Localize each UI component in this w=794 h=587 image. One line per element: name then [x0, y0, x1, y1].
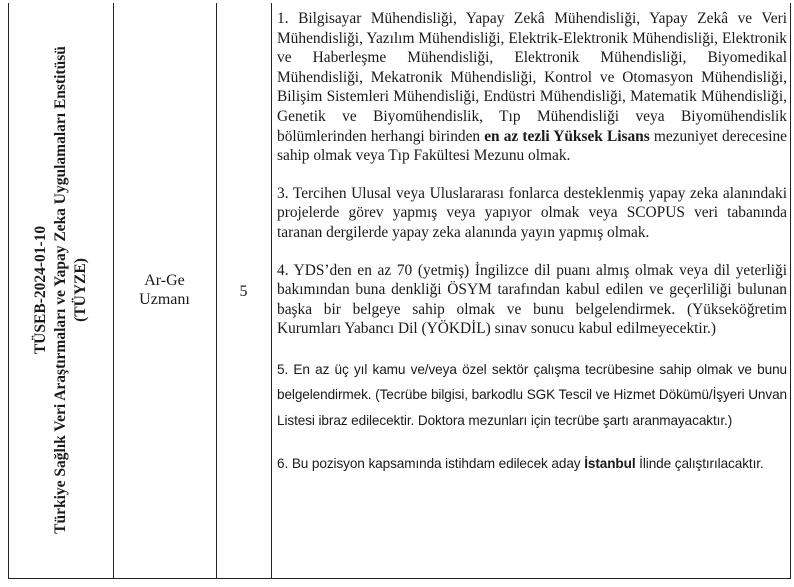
requirement-6-tail: İlinde çalıştırılacaktır. [635, 456, 764, 472]
requirement-4: 4. YDS’den en az 70 (yetmiş) İngilizce dil puanı almış olmak veya dil yeterliği bakımından buna denkliği ÖSYM tarafından kabul edilen ve geçerliliği bulunan başka bir belgeye sahip olmak ve bunu belgelendirmek. (Yükseköğretim Kurumları Yabancı Dil (YÖKDİL) sınav sonucu kabul edilmeyecektir.) [277, 261, 787, 338]
requirement-1-tail: mezuniyet derecesine sahip olmak veya Tıp Fakültesi Mezunu olmak. [277, 127, 787, 165]
requirement-1-text: 1. Bilgisayar Mühendisliği, Yapay Zekâ Mühendisliği, Yapay Zekâ ve Veri Mühendisliği, Yazılım Mühendisliği, Elektrik-Elektronik Mühendisliği, Elektronik ve Haberleşme Mühendisliği, Elektronik Mühendisliği, Biyomedikal Mühendisliği, Mekatronik Mühendisliği, Kontrol ve Otomasyon Mühendisliği, Bilişim Sistemleri Mühendisliği, Endüstri Mühendisliği, Matematik Mühendisliği, Genetik ve Biyomühendislik, Tıp Mühendisliği veya Biyomühendislik bölümlerinden herhangi birinden [277, 10, 787, 145]
requirement-6-bold: İstanbul [584, 456, 636, 472]
position-title-cell [113, 271, 216, 309]
position-count: 5 [239, 283, 248, 300]
requirement-5: 5. En az üç yıl kamu ve/veya özel sektör çalışma tecrübesine sahip olmak ve bunu belgelendirmek. (Tecrübe bilgisi, barkodlu SGK Tescil ve Hizmet Dökümü/İşyeri Unvan Listesi ibraz edilecektir. Doktora mezunları için tecrübe şartı aranmayacaktır.) [277, 361, 787, 428]
position-code-cell [9, 3, 113, 577]
requirements-table [8, 3, 791, 579]
institute-abbreviation: (TÜYZE) [72, 258, 89, 322]
position-title-line-2: Uzmanı [139, 291, 190, 308]
requirement-6 [277, 451, 787, 477]
position-title-line-1: Ar-Ge [144, 272, 185, 289]
column-divider [271, 3, 272, 578]
position-code: TÜSEB-2024-01-10 [32, 225, 49, 355]
requirement-1-bold: en az tezli Yüksek Lisans [484, 127, 650, 145]
position-code-rotated [31, 10, 91, 570]
requirement-6-text: 6. Bu pozisyon kapsamında istihdam edilecek aday [277, 456, 585, 472]
institute-name: Türkiye Sağlık Veri Araştırmaları ve Yapay Zeka Uygulamaları Enstitüsü [52, 46, 69, 534]
requirement-3: 3. Tercihen Ulusal veya Uluslararası fonlarca desteklenmiş yapay zeka alanındaki projelerde görev yapmış veya yapıyor olmak veya SCOPUS veri tabanında taranan dergilerde yapay zeka alanında yayın yapmış olmak. [277, 184, 787, 241]
requirement-1 [277, 9, 787, 166]
requirements-cell [277, 9, 787, 495]
